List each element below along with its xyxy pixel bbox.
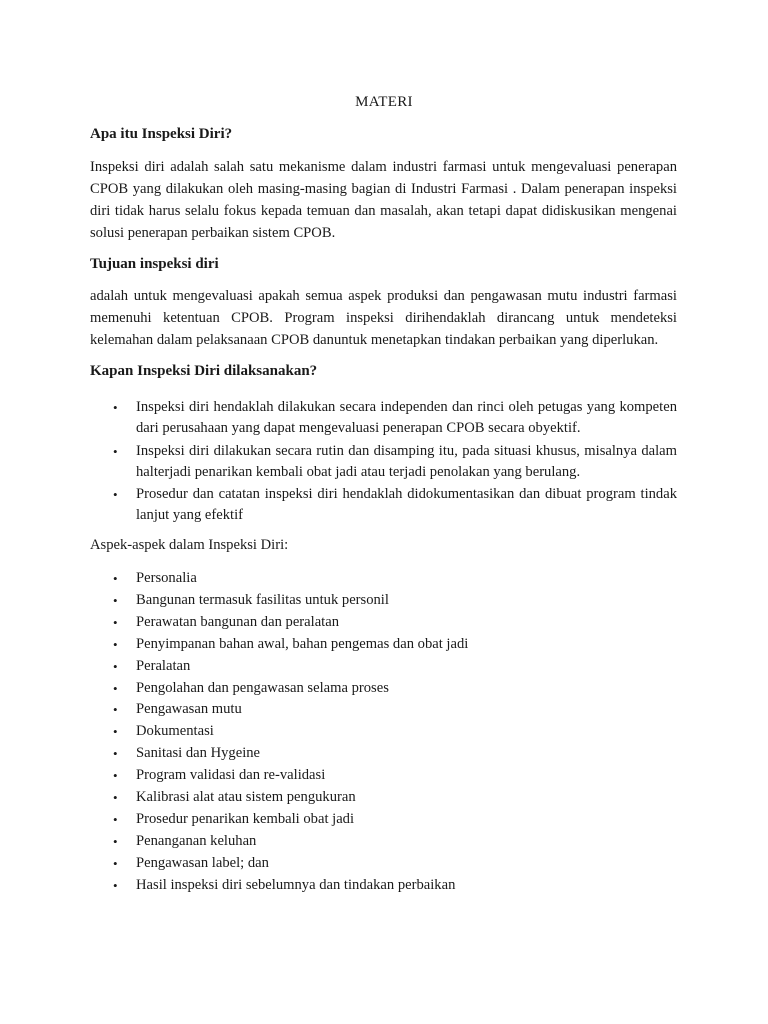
list-item: • Peralatan: [90, 656, 677, 678]
bullet-icon: •: [113, 833, 118, 849]
bullet-icon: •: [113, 636, 118, 652]
list-item: • Inspeksi diri hendaklah dilakukan secara independen dan rinci oleh petugas yang kompeten dari perusahaan yang dapat mengevaluasi penerapan CPOB secara obyektif.: [113, 399, 677, 437]
list-item: • Penanganan keluhan: [90, 831, 677, 853]
bullet-icon: •: [113, 487, 118, 503]
list-item: • Program validasi dan re-validasi: [90, 765, 677, 787]
section-body-apa-itu: Inspeksi diri adalah salah satu mekanisme dalam industri farmasi untuk mengevaluasi penerapan CPOB yang dilakukan oleh masing-masing bagian di Industri Farmasi . Dalam penerapan inspeksi diri tidak harus selalu fokus kepada temuan dan masalah, akan tetapi dapat didiskusikan mengenai solusi penerapan perbaikan sistem CPOB.: [90, 159, 677, 241]
kapan-bullet-list: [90, 397, 677, 527]
bullet-icon: •: [113, 811, 118, 827]
aspek-bullet-list: [90, 568, 677, 897]
bullet-icon: •: [113, 592, 118, 608]
bullet-icon: •: [113, 680, 118, 696]
list-item: • Pengawasan label; dan: [90, 853, 677, 875]
list-item: • Pengawasan mutu: [90, 699, 677, 721]
bullet-icon: •: [113, 790, 118, 806]
list-item: • Kalibrasi alat atau sistem pengukuran: [90, 787, 677, 809]
section-heading-tujuan: Tujuan inspeksi diri: [90, 256, 219, 272]
section-body-tujuan: adalah untuk mengevaluasi apakah semua aspek produksi dan pengawasan mutu industri farmasi memenuhi ketentuan CPOB. Program inspeksi dirihendaklah dirancang untuk mendeteksi kelemahan dalam pelaksanaan CPOB danuntuk menetapkan tindakan perbaikan yang diperlukan.: [90, 288, 677, 348]
bullet-icon: •: [113, 443, 118, 459]
list-item: • Bangunan termasuk fasilitas untuk personil: [90, 590, 677, 612]
list-item: • Dokumentasi: [90, 721, 677, 743]
list-item: • Inspeksi diri dilakukan secara rutin dan disamping itu, pada situasi khusus, misalnya dalam halterjadi penarikan kembali obat jadi atau terjadi penolakan yang berulang.: [113, 442, 677, 480]
bullet-icon: •: [113, 571, 118, 586]
bullet-icon: •: [113, 724, 118, 740]
bullet-icon: •: [113, 877, 118, 893]
aspek-intro: Aspek-aspek dalam Inspeksi Diri:: [90, 537, 289, 553]
bullet-icon: •: [113, 746, 118, 762]
list-item: • Penyimpanan bahan awal, bahan pengemas dan obat jadi: [90, 634, 677, 656]
list-item: • Sanitasi dan Hygeine: [90, 743, 677, 765]
list-item: • Prosedur dan catatan inspeksi diri hendaklah didokumentasikan dan dibuat program tindak lanjut yang efektif: [113, 486, 677, 524]
bullet-icon: •: [113, 855, 118, 871]
list-item: • Prosedur penarikan kembali obat jadi: [90, 809, 677, 831]
bullet-icon: •: [113, 400, 118, 415]
bullet-icon: •: [113, 614, 118, 630]
bullet-icon: •: [113, 658, 118, 674]
bullet-icon: •: [113, 768, 118, 784]
section-heading-kapan: Kapan Inspeksi Diri dilaksanakan?: [90, 363, 318, 379]
section-heading-apa-itu: Apa itu Inspeksi Diri?: [90, 126, 233, 142]
bullet-icon: •: [113, 702, 118, 718]
page-title: MATERI: [355, 94, 413, 110]
list-item: • Personalia: [90, 568, 677, 590]
list-item: • Hasil inspeksi diri sebelumnya dan tindakan perbaikan: [90, 875, 677, 897]
list-item: • Pengolahan dan pengawasan selama proses: [90, 678, 677, 700]
list-item: • Perawatan bangunan dan peralatan: [90, 612, 677, 634]
